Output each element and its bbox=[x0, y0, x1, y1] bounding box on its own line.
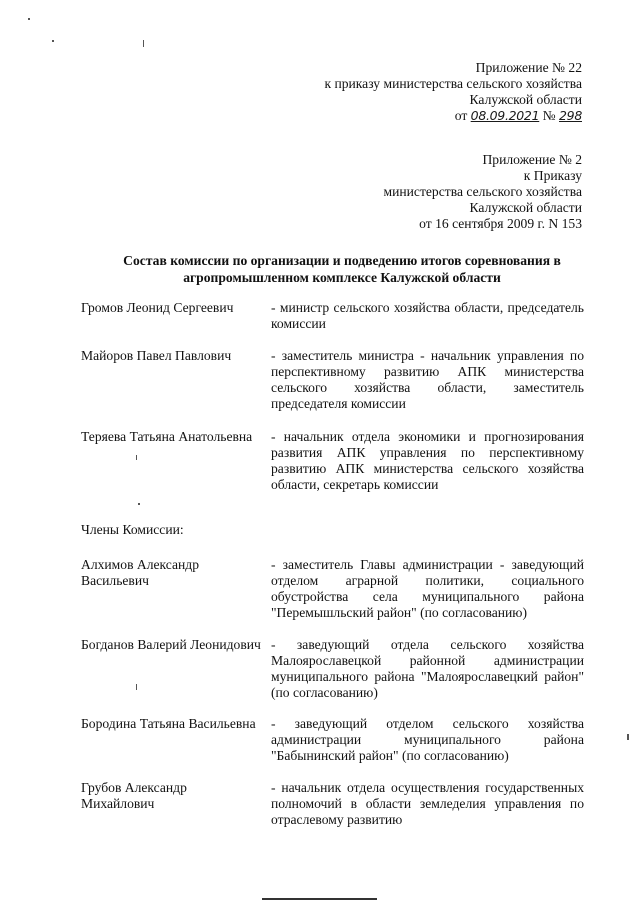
inner-annex-date: от 16 сентября 2009 г. N 153 bbox=[419, 216, 582, 231]
member-role: - начальник отдела экономики и прогнозирования развития АПК управления по перспективному развитию АПК министерства сельского хозяйства области, секретарь комиссии bbox=[271, 429, 584, 492]
member-role: - заместитель Главы администрации - заведующий отделом аграрной политики, социального обустройства села муниципального района "Перемышльский район" (по согласованию) bbox=[271, 557, 584, 620]
document-title bbox=[92, 252, 592, 286]
member-name: Грубов Александр Михайлович bbox=[81, 780, 187, 811]
member-role: - министр сельского хозяйства области, председатель комиссии bbox=[271, 300, 584, 331]
title-line-2: агропромышленном комплексе Калужской области bbox=[183, 270, 501, 285]
members-heading: Члены Комиссии: bbox=[81, 522, 184, 537]
member-role: - заведующий отделом сельского хозяйства администрации муниципального района "Бабынинский район" (по согласованию) bbox=[271, 716, 584, 763]
page-bottom-rule bbox=[262, 898, 377, 900]
member-name: Громов Леонид Сергеевич bbox=[81, 300, 234, 315]
handwritten-date: 08.09.2021 bbox=[470, 108, 540, 123]
member-role: - начальник отдела осуществления государственных полномочий в области земледелия управления по отраслевому развитию bbox=[271, 780, 584, 827]
member-name: Богданов Валерий Леонидович bbox=[81, 637, 261, 652]
member-name: Бородина Татьяна Васильевна bbox=[81, 716, 256, 731]
member-role: - заместитель министра - начальник управления по перспективному развитию АПК министерства сельского хозяйства области, заместитель председателя комиссии bbox=[271, 348, 584, 411]
scan-speck bbox=[136, 684, 137, 690]
inner-annex-region: Калужской области bbox=[469, 200, 582, 215]
annex-number: Приложение № 22 bbox=[475, 60, 582, 75]
date-prefix: от bbox=[454, 108, 471, 123]
number-prefix: № bbox=[539, 108, 560, 123]
annex-date-line bbox=[324, 108, 582, 124]
annex-order-reference: к приказу министерства сельского хозяйства bbox=[324, 76, 582, 91]
scan-speck bbox=[52, 40, 54, 42]
annex-region: Калужской области bbox=[469, 92, 582, 107]
scan-speck bbox=[627, 734, 629, 740]
inner-annex-ministry: министерства сельского хозяйства bbox=[383, 184, 582, 199]
handwritten-number: 298 bbox=[559, 108, 582, 123]
member-name: Майоров Павел Павлович bbox=[81, 348, 232, 363]
scan-speck bbox=[136, 455, 137, 460]
member-name: Теряева Татьяна Анатольевна bbox=[81, 429, 253, 444]
scan-speck bbox=[28, 18, 30, 20]
inner-annex-order: к Приказу bbox=[523, 168, 582, 183]
inner-annex-header bbox=[384, 152, 583, 232]
scan-speck bbox=[138, 503, 140, 505]
annex-header bbox=[324, 60, 582, 124]
member-name: Алхимов Александр Васильевич bbox=[81, 557, 200, 588]
inner-annex-number: Приложение № 2 bbox=[482, 152, 582, 167]
title-line-1: Состав комиссии по организации и подведению итогов соревнования в bbox=[123, 253, 561, 268]
member-role: - заведующий отдела сельского хозяйства Малоярославецкой районной администрации муниципального района "Малоярославецкий район" (по согласованию) bbox=[271, 637, 584, 700]
scan-speck bbox=[143, 40, 144, 47]
